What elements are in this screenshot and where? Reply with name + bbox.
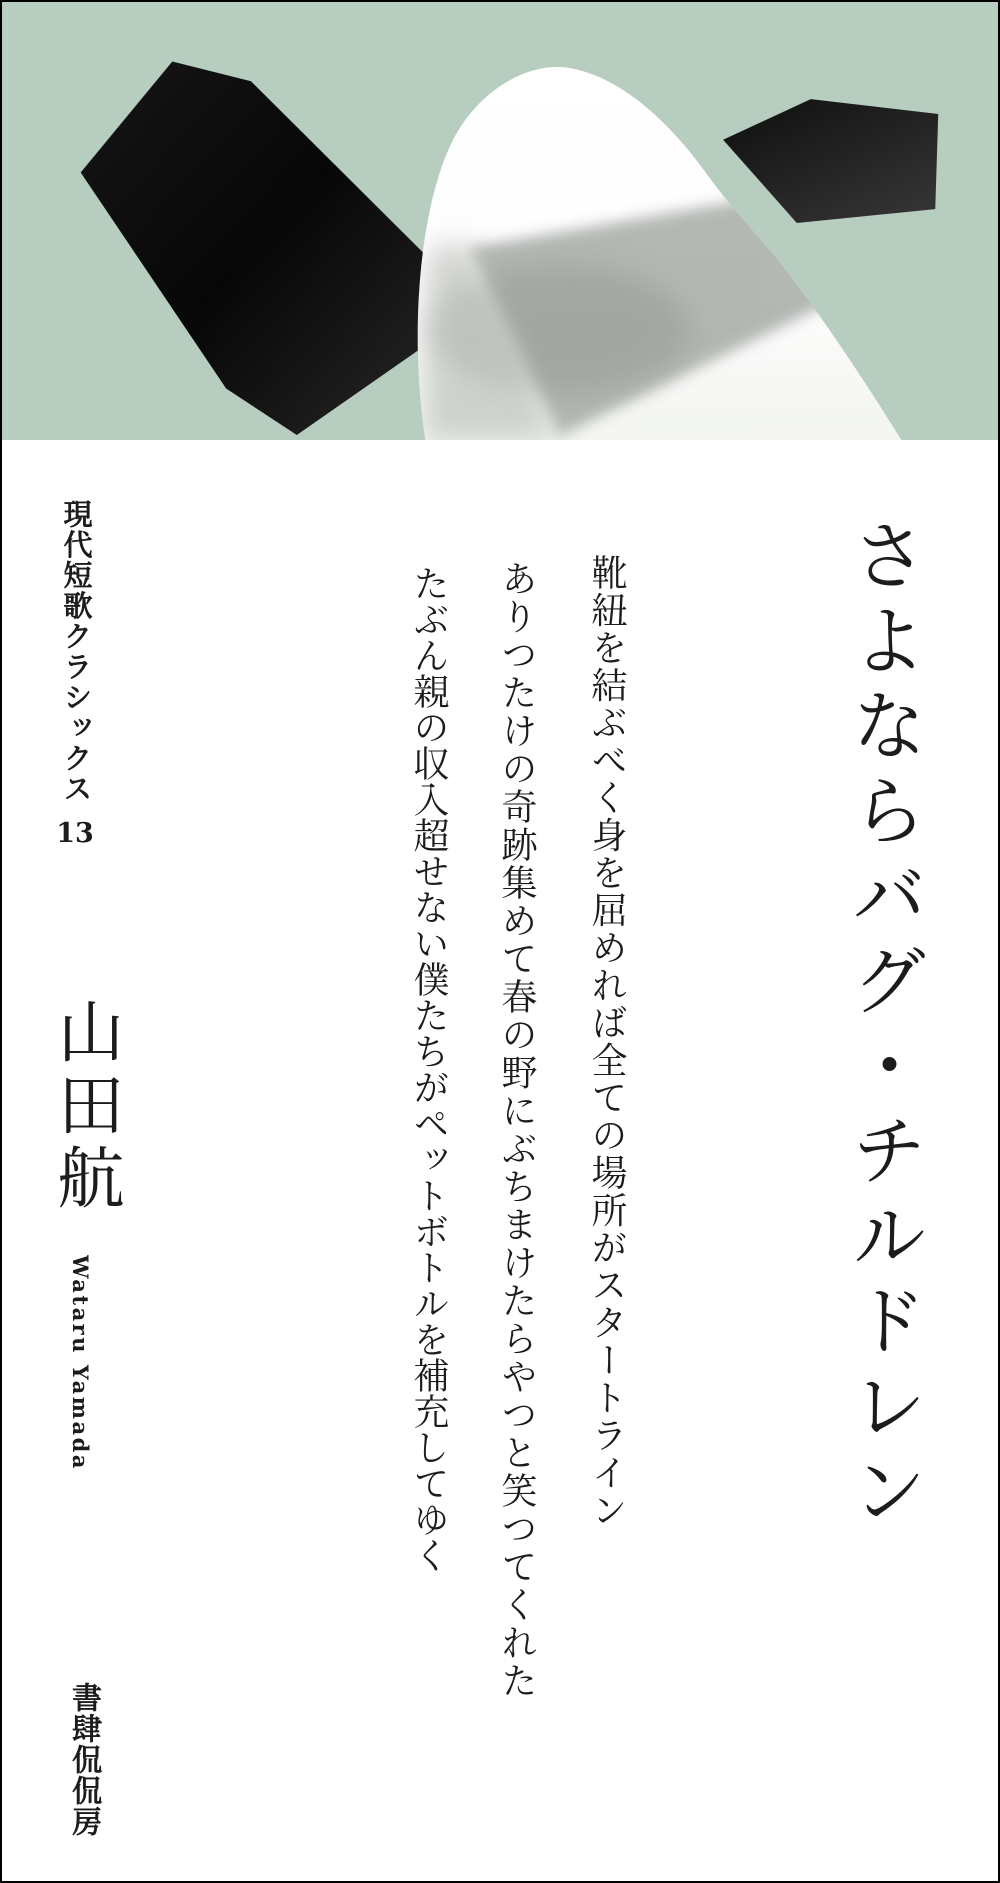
cover-artwork	[2, 2, 998, 440]
poem-line-1: 靴紐を結ぶべく身を屈めれば全ての場所がスタートライン	[587, 554, 627, 1529]
publisher-name: 書肆侃侃房	[67, 1682, 100, 1837]
poem-line-2: ありつたけの奇跡集めて春の野にぶちまけたらやつと笑つてくれた	[497, 560, 537, 1700]
series-label: 現代短歌クラシックス	[59, 499, 92, 804]
author-romaji: Wataru Yamada	[68, 1255, 93, 1471]
series-label-block	[56, 499, 94, 847]
book-title: さよならバグ・チルドレン	[840, 516, 924, 1536]
poem-line-3: たぶん親の収入超せない僕たちがペットボトルを補充してゆく	[409, 565, 449, 1573]
series-number: 13	[56, 818, 94, 849]
author-name: 山田航	[48, 997, 122, 1216]
